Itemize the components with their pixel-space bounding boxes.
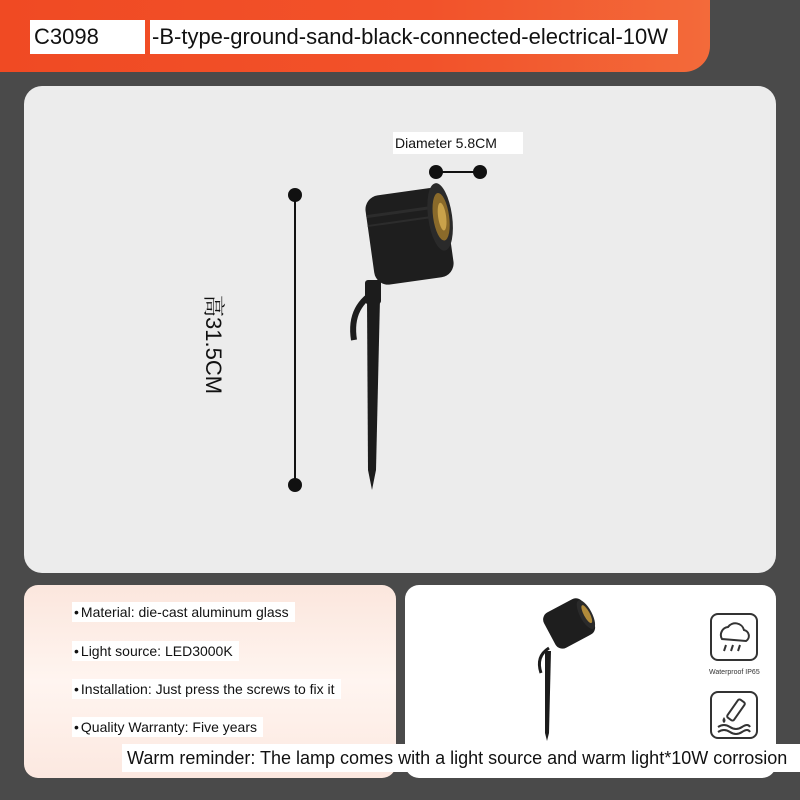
height-line [294,195,296,485]
spec-light-source [72,641,239,661]
warm-reminder: Warm reminder: The lamp comes with a light source and warm light*10W corrosion [122,744,800,772]
spec-text: Material: die-cast aluminum glass [80,604,289,620]
lamp-illustration [330,180,480,500]
corrosion-resistant-icon [710,691,758,739]
height-bottom-marker [288,478,302,492]
spec-text: Installation: Just press the screws to fix it [80,681,335,697]
height-label: 高31.5CM [201,295,226,395]
lamp-photo [525,593,615,743]
diameter-label: Diameter 5.8CM [393,132,523,154]
waterproof-label: Waterproof IP65 [709,669,760,676]
bullet-icon: • [74,643,79,659]
bullet-icon: • [74,681,79,697]
spec-text: Quality Warranty: Five years [80,719,257,735]
spec-material [72,602,295,622]
diameter-right-marker [473,165,487,179]
product-code: C3098 [30,20,145,54]
spec-text: Light source: LED3000K [80,643,233,659]
bullet-icon: • [74,719,79,735]
product-name: -B-type-ground-sand-black-connected-electrical-10W [150,20,678,54]
waterproof-icon [710,613,758,661]
spec-installation [72,679,341,699]
spec-warranty [72,717,263,737]
bullet-icon: • [74,604,79,620]
